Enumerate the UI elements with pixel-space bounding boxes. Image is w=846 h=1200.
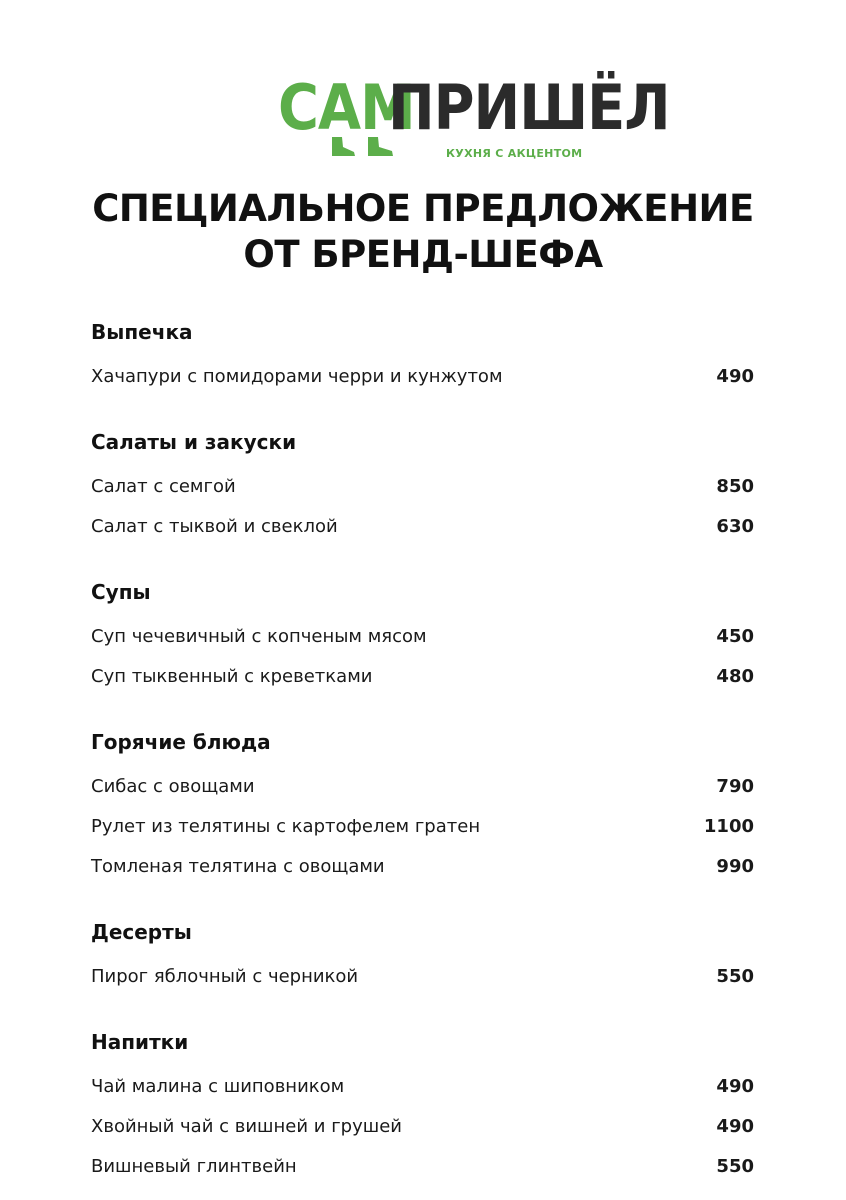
walking-feet-icon [328,134,400,160]
logo-word-prishel: ПРИШЁЛ [388,71,670,144]
section-heading-drinks: Напитки [91,1030,189,1054]
menu-item [91,467,754,507]
menu-item-price: 550 [716,966,754,987]
brand-logo [276,71,670,164]
menu-item-price: 630 [716,516,754,537]
menu-item [91,1107,754,1147]
menu-item-name: Пирог яблочный с черникой [91,966,359,987]
menu-item-price: 850 [716,476,754,497]
menu-list [91,316,754,1187]
menu-item-price: 550 [716,1156,754,1177]
section-heading-bakery: Выпечка [91,320,193,344]
menu-item [91,847,754,887]
menu-item [91,657,754,697]
menu-item-price: 1100 [703,816,754,837]
section-heading-soups: Супы [91,580,151,604]
menu-item-name: Хвойный чай с вишней и грушей [91,1116,402,1137]
menu-item-price: 490 [716,1076,754,1097]
section-heading-hot-dishes: Горячие блюда [91,730,271,754]
menu-item-name: Чай малина с шиповником [91,1076,345,1097]
section-heading-desserts: Десерты [91,920,192,944]
menu-item-price: 450 [716,626,754,647]
menu-item-price: 490 [716,366,754,387]
section-heading-salads: Салаты и закуски [91,430,297,454]
page-title-line-1: СПЕЦИАЛЬНОЕ ПРЕДЛОЖЕНИЕ [92,187,754,230]
menu-item-name: Вишневый глинтвейн [91,1156,297,1177]
menu-item-price: 790 [716,776,754,797]
logo-word-sam: САМ [278,71,415,144]
menu-item-price: 490 [716,1116,754,1137]
page-title-line-2: ОТ БРЕНД-ШЕФА [243,233,603,276]
menu-item [91,617,754,657]
logo-tagline: КУХНЯ С АКЦЕНТОМ [446,147,583,160]
menu-item [91,507,754,547]
menu-item-price: 480 [716,666,754,687]
menu-item-name: Суп тыквенный с креветками [91,666,373,687]
menu-item-name: Хачапури с помидорами черри и кунжутом [91,366,503,387]
menu-item-price: 990 [716,856,754,877]
page-title [0,186,846,278]
menu-item [91,767,754,807]
menu-item-name: Салат с тыквой и свеклой [91,516,338,537]
menu-item [91,1147,754,1187]
menu-item-name: Рулет из телятины с картофелем гратен [91,816,481,837]
menu-item [91,357,754,397]
menu-item-name: Суп чечевичный с копченым мясом [91,626,427,647]
menu-item-name: Салат с семгой [91,476,236,497]
menu-item-name: Сибас с овощами [91,776,255,797]
menu-item-name: Томленая телятина с овощами [91,856,385,877]
menu-item [91,957,754,997]
menu-item [91,1067,754,1107]
menu-item [91,807,754,847]
